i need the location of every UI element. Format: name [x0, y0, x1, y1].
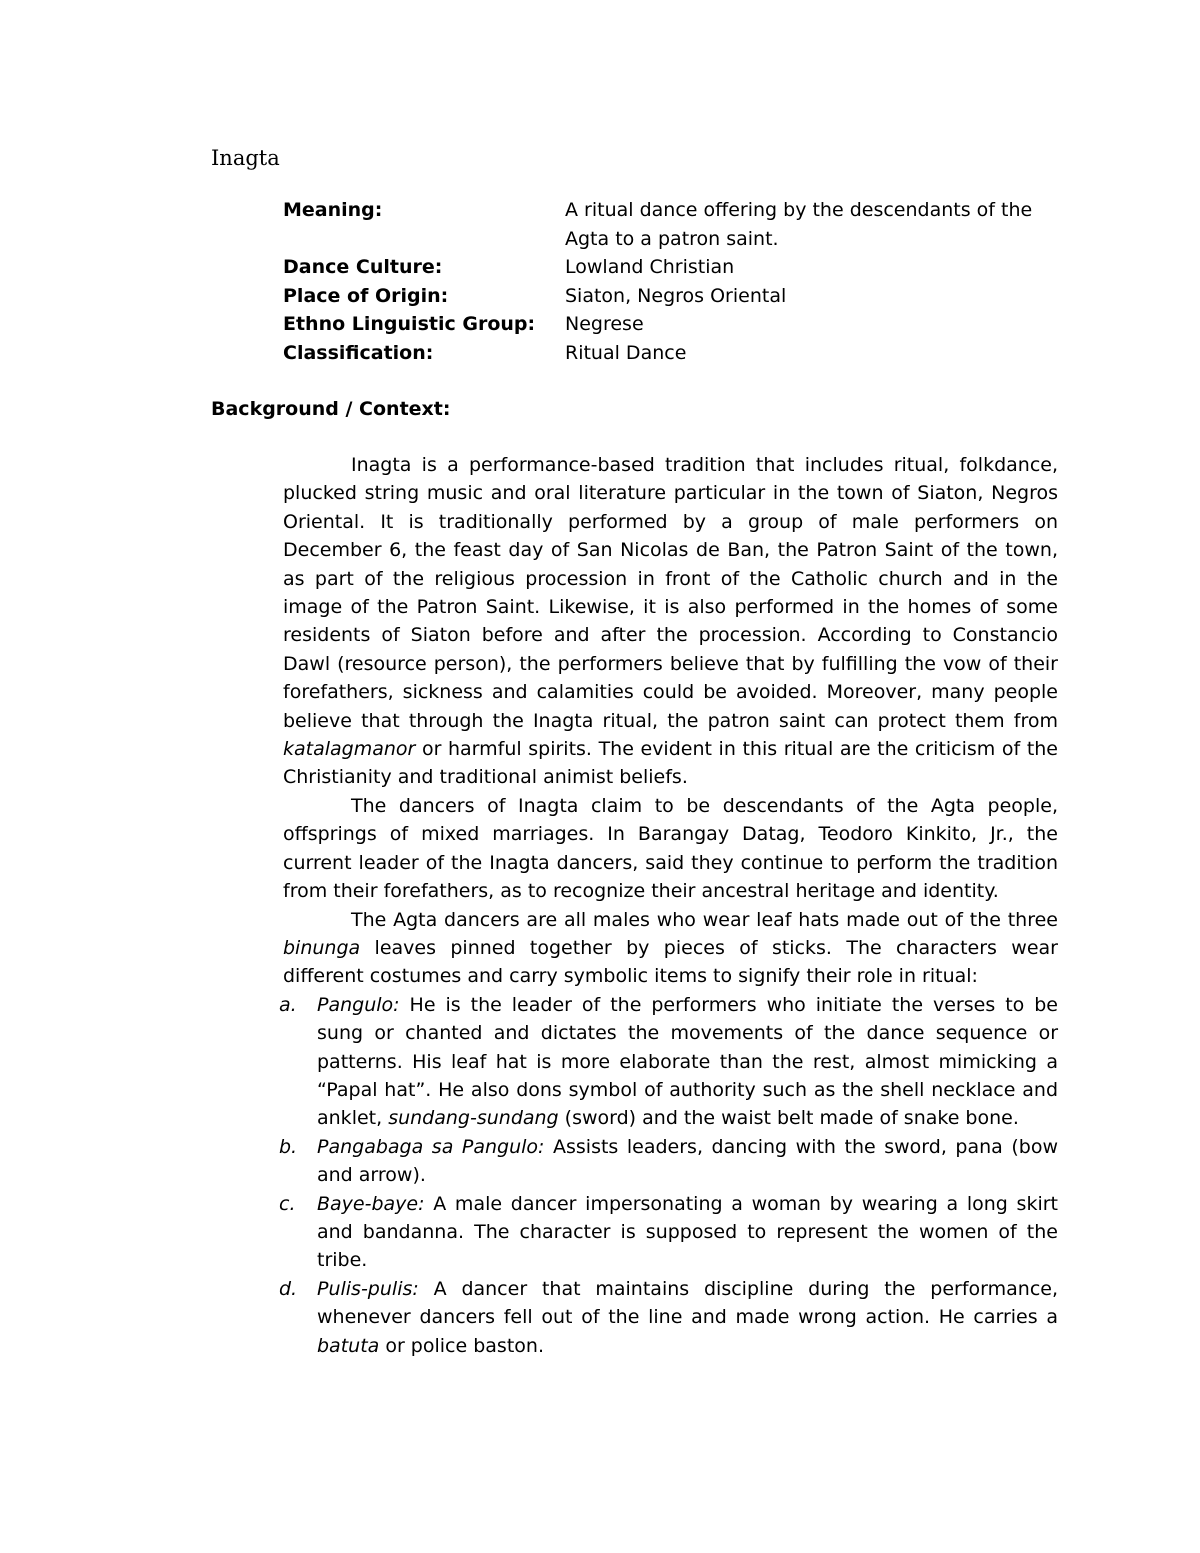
paragraph-text: or harmful spirits. The evident in this ritual are the criticism of the Christianity and traditional animist beliefs. — [283, 738, 1058, 789]
role-text: A dancer that maintains discipline during the performance, whenever dancers fell out of the line and made wrong action. He carries a — [317, 1277, 1058, 1329]
role-text: or police baston. — [379, 1334, 544, 1357]
list-item — [281, 1190, 1058, 1275]
role-text: He is the leader of the performers who initiate the verses to be sung or chanted and dictates the movements of the dance sequence or patterns. His leaf hat is more elaborate than the rest, almost mimicking a “Papal hat”. He also dons symbol of authority such as the shell necklace and anklet, — [317, 993, 1058, 1130]
meta-label: Meaning: — [283, 199, 383, 221]
background-body — [279, 451, 1058, 1360]
italic-term: binunga — [283, 936, 361, 959]
list-item — [281, 1133, 1058, 1190]
role-text: Assists leaders, dancing with the sword, pana (bow and arrow). — [317, 1135, 1058, 1187]
italic-term: katalagmanor — [283, 738, 416, 761]
meta-value: Siaton, Negros Oriental — [565, 284, 787, 307]
meta-value: Ritual Dance — [565, 341, 687, 364]
meta-row-classification — [283, 339, 1073, 368]
meta-label: Place of Origin: — [283, 284, 449, 307]
list-marker: b. — [279, 1135, 298, 1158]
meta-value: A ritual dance offering by the descendants of the Agta to a patron saint. — [565, 199, 1033, 250]
paragraph-text: Inagta is a performance-based tradition that includes ritual, folkdance, plucked string music and oral literature particular in the town of Siaton, Negros Oriental. It is traditionally performed by a group of male performers on December 6, the feast day of San Nicolas de Ban, the Patron Saint of the town, as part of the religious procession in front of the Catholic church and in the image of the Patron Saint. Likewise, it is also performed in the homes of some residents of Siaton before and after the procession. According to Constancio Dawl (resource person), the performers believe that by fulfilling the vow of their forefathers, sickness and calamities could be avoided. Moreover, many people believe that through the Inagta ritual, the patron saint can protect them from — [283, 454, 1058, 732]
list-marker: d. — [279, 1277, 298, 1300]
role-term: Pulis-pulis: — [317, 1277, 419, 1300]
list-marker: a. — [279, 993, 297, 1016]
italic-term: sundang-sundang — [388, 1107, 559, 1130]
meta-row-dance-culture — [283, 253, 1073, 282]
meta-value: Lowland Christian — [565, 256, 735, 278]
document-title: Inagta — [211, 146, 280, 170]
role-term: Pangabaga sa Pangulo: — [317, 1135, 545, 1158]
role-text: A male dancer impersonating a woman by wearing a long skirt and bandanna. The character is supposed to represent the women of the tribe. — [317, 1192, 1058, 1272]
italic-term: batuta — [317, 1334, 380, 1357]
paragraph-2: The dancers of Inagta claim to be descendants of the Agta people, offsprings of mixed marriages. In Barangay Datag, Teodoro Kinkito, Jr., the current leader of the Inagta dancers, said they continue to perform the tradition from their forefathers, as to recognize their ancestral heritage and identity. — [283, 794, 1058, 903]
meta-row-meaning — [283, 196, 1073, 253]
role-term: Pangulo: — [317, 993, 400, 1016]
list-item — [281, 991, 1058, 1133]
meta-value: Negrese — [565, 313, 644, 335]
roles-list — [281, 991, 1058, 1360]
paragraph-1 — [283, 451, 1058, 792]
paragraph-3 — [283, 906, 1058, 991]
role-text: (sword) and the waist belt made of snake bone. — [558, 1107, 1019, 1130]
meta-label: Classification: — [283, 341, 434, 364]
meta-row-ethno-linguistic-group — [283, 310, 1073, 339]
background-heading: Background / Context: — [211, 398, 451, 420]
paragraph-text: leaves pinned together by pieces of sticks. The characters wear different costumes and carry symbolic items to signify their role in ritual: — [283, 936, 1058, 988]
dance-info-table — [283, 196, 1073, 367]
role-term: Baye-baye: — [317, 1192, 425, 1215]
meta-label: Ethno Linguistic Group: — [283, 313, 536, 335]
paragraph-text: The Agta dancers are all males who wear leaf hats made out of the three — [351, 908, 1058, 931]
meta-label: Dance Culture: — [283, 256, 443, 278]
list-item — [281, 1275, 1058, 1360]
list-marker: c. — [279, 1192, 296, 1215]
meta-row-place-of-origin — [283, 282, 1073, 311]
